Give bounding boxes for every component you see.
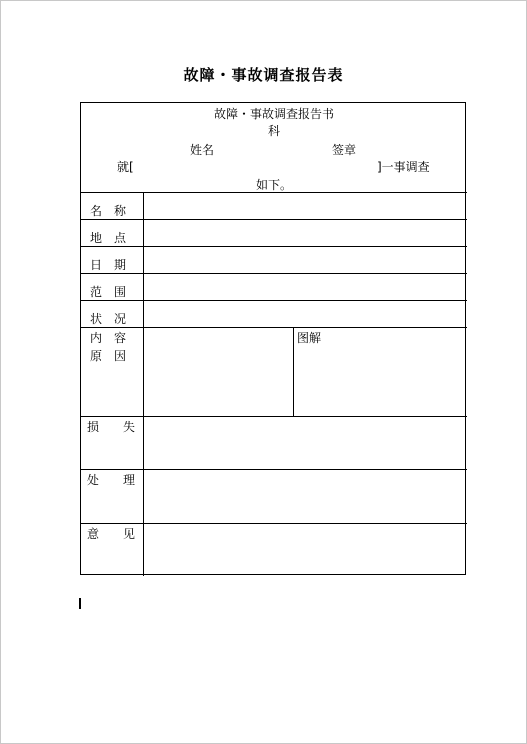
diagram-column-divider — [293, 327, 294, 416]
row-divider — [81, 219, 467, 220]
label-column-divider — [143, 192, 144, 576]
report-form-table — [80, 102, 466, 575]
row-label-opinion: 意 见 — [87, 527, 136, 541]
row-label-date: 日 期 — [90, 258, 127, 272]
row-label-status: 状 况 — [90, 312, 127, 326]
row-divider — [81, 416, 467, 417]
row-divider — [81, 192, 467, 193]
row-label-content: 内 容 — [90, 331, 127, 345]
row-divider — [81, 523, 467, 524]
reference-close-label: ]一事调查 — [377, 160, 430, 174]
row-label-scope: 范 围 — [90, 285, 127, 299]
seal-label: 签章 — [332, 143, 357, 157]
row-divider — [81, 327, 467, 328]
row-label-location: 地 点 — [90, 231, 127, 245]
row-divider — [81, 246, 467, 247]
name-label: 姓名 — [190, 143, 215, 157]
diagram-label: 图解 — [297, 331, 322, 345]
row-label-loss: 损 失 — [87, 420, 136, 434]
report-intro-text: 如下。 — [255, 178, 292, 192]
text-cursor — [79, 598, 81, 609]
document-title: 故障・事故调查报告表 — [183, 66, 344, 84]
report-heading: 故障・事故调查报告书 — [213, 107, 334, 121]
row-label-name: 名 称 — [90, 204, 127, 218]
department-label: 科 — [267, 124, 280, 138]
row-label-handling: 处 理 — [87, 473, 136, 487]
reference-open-label: 就[ — [117, 160, 134, 174]
row-divider — [81, 469, 467, 470]
row-label-cause: 原 因 — [90, 349, 127, 363]
row-divider — [81, 300, 467, 301]
row-divider — [81, 273, 467, 274]
